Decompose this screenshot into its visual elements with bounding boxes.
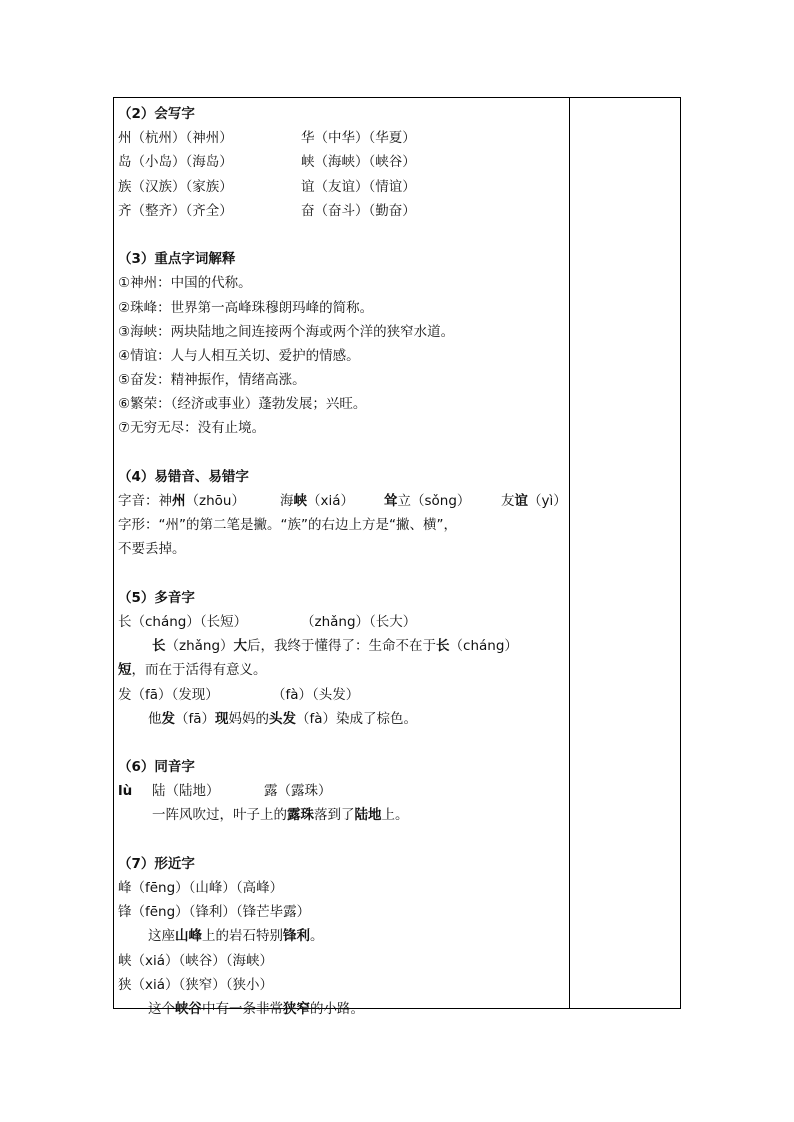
bold-char: 峡谷 — [175, 1000, 202, 1017]
bold-char: 大 — [233, 638, 248, 655]
pron-bold: 州 — [172, 493, 186, 509]
s2-row-b: 峡（海峡）（峡谷） — [301, 154, 416, 171]
content-cell — [118, 102, 566, 1021]
homophone-b: 露（露珠） — [264, 783, 332, 800]
s2-row-a: 齐（整齐）（齐全） — [118, 202, 233, 219]
column-divider — [569, 98, 570, 1008]
text: （fà）染成了棕色。 — [296, 710, 418, 727]
definition-item: ③海峡：两块陆地之间连接两个海或两个洋的狭窄水道。 — [118, 323, 455, 340]
homophone-pinyin: lù — [118, 783, 133, 800]
text: ，而在于活得有意义。 — [131, 662, 267, 679]
similar-char-line: 峰（fēng）（山峰）（高峰） — [118, 880, 284, 896]
bold-char: 露珠 — [287, 807, 314, 824]
bold-char: 发 — [161, 710, 175, 727]
pronunciation-line — [118, 489, 566, 513]
s2-row — [118, 199, 566, 223]
spacer — [118, 828, 566, 852]
polyphone-b: （zhǎng）（长大） — [301, 613, 417, 630]
spacer — [118, 731, 566, 755]
polyphone-b: （fà）（头发） — [272, 686, 360, 703]
pron-pinyin: （xiá） — [307, 493, 355, 509]
bold-char: 陆地 — [354, 807, 382, 824]
definition-item: ⑥繁荣：（经济或事业）蓬勃发展；兴旺。 — [118, 396, 367, 413]
text: 上。 — [381, 807, 409, 824]
definition-item: ④情谊：人与人相互关切、爱护的情感。 — [118, 347, 360, 364]
pron-word — [159, 493, 245, 509]
s2-row-b: 华（中华）（华夏） — [301, 130, 416, 147]
example-sentence — [118, 634, 566, 658]
bold-char: 头发 — [269, 710, 297, 727]
text: 妈妈的 — [228, 710, 270, 727]
pron-pinyin: （yì） — [528, 493, 567, 509]
bold-char: 长 — [436, 638, 450, 655]
section-5-heading: （5）多音字 — [118, 589, 195, 606]
section-7-heading: （7）形近字 — [118, 855, 195, 872]
section-4-heading: （4）易错音、易错字 — [118, 468, 249, 485]
s2-row — [118, 150, 566, 174]
text: 他 — [148, 710, 162, 727]
pron-bold: 耸 — [384, 493, 398, 509]
pron-word — [280, 489, 354, 513]
bold-char: 短 — [118, 662, 132, 679]
definition-item: ⑦无穷无尽：没有止境。 — [118, 420, 266, 437]
s2-row-b: 奋（奋斗）（勤奋） — [301, 202, 416, 219]
definition-item: ①神州：中国的代称。 — [118, 275, 252, 292]
s2-row-a: 岛（小岛）（海岛） — [118, 154, 233, 171]
s2-row-a: 族（汉族）（家族） — [118, 178, 233, 195]
pron-pre: 友 — [501, 493, 515, 509]
section-6-heading: （6）同音字 — [118, 759, 195, 776]
s2-row-a: 州（杭州）（神州） — [118, 130, 233, 147]
similar-char-line: 狭（xiá）（狭窄）（狭小） — [118, 976, 274, 993]
lesson-table — [113, 97, 681, 1017]
example-sentence — [118, 803, 566, 827]
section-3-heading: （3）重点字词解释 — [118, 251, 236, 268]
similar-char-line: 锋（fēng）（锋利）（锋芒毕露） — [118, 904, 311, 921]
pron-label: 字音： — [118, 493, 159, 509]
text: 落到了 — [314, 807, 355, 824]
example-sentence — [118, 924, 566, 948]
text: 后，我终于懂得了：生命不在于 — [247, 638, 437, 655]
spacer — [118, 223, 566, 247]
text: 中有一条非常 — [202, 1000, 283, 1017]
text: 的小路。 — [310, 1000, 364, 1017]
bold-char: 山峰 — [175, 928, 202, 945]
shape-line: 字形：“州”的第二笔是撇。“族”的右边上方是“撇、横”， — [118, 517, 457, 534]
bold-char: 长 — [152, 638, 166, 655]
definition-item: ②珠峰：世界第一高峰珠穆朗玛峰的简称。 — [118, 299, 374, 316]
s2-row — [118, 126, 566, 150]
example-sentence — [118, 997, 566, 1021]
polyphone-a: 长（cháng）（长短） — [118, 613, 248, 630]
s2-row — [118, 175, 566, 199]
pron-bold: 谊 — [514, 493, 528, 509]
pron-word — [384, 489, 470, 513]
text: 上的岩石特别 — [202, 928, 283, 945]
pinyin: （zhǎng） — [165, 638, 234, 655]
text: 这座 — [148, 928, 175, 945]
polyphone-line — [118, 610, 566, 634]
text: 一阵风吹过，叶子上的 — [152, 807, 287, 824]
homophone-a: 陆（陆地） — [152, 783, 220, 800]
bold-char: 锋利 — [283, 928, 310, 945]
text: 。 — [310, 928, 324, 945]
pron-post: 立 — [397, 493, 411, 509]
polyphone-a: 发（fā）（发现） — [118, 686, 219, 703]
pron-pre: 神 — [158, 493, 172, 509]
bold-char: 狭窄 — [283, 1000, 310, 1017]
example-sentence-cont — [118, 658, 566, 682]
shape-line: 不要丢掉。 — [118, 541, 186, 558]
section-2-heading: （2）会写字 — [118, 106, 195, 122]
text: 这个 — [148, 1000, 175, 1017]
pron-pinyin: （zhōu） — [185, 493, 245, 509]
pron-bold: 峡 — [293, 493, 307, 509]
pinyin: （fā） — [175, 710, 216, 727]
pinyin: （cháng） — [449, 638, 518, 655]
bold-char: 现 — [215, 710, 229, 727]
homophone-line — [118, 779, 566, 803]
spacer — [118, 562, 566, 586]
similar-char-line: 峡（xiá）（峡谷）（海峡） — [118, 952, 274, 969]
pron-word — [501, 489, 567, 513]
s2-row-b: 谊（友谊）（情谊） — [301, 178, 416, 195]
example-sentence — [118, 707, 566, 731]
polyphone-line — [118, 683, 566, 707]
pron-pre: 海 — [280, 493, 294, 509]
pron-pinyin: （sǒng） — [411, 493, 471, 509]
spacer — [118, 441, 566, 465]
definition-item: ⑤奋发：精神振作，情绪高涨。 — [118, 372, 306, 389]
